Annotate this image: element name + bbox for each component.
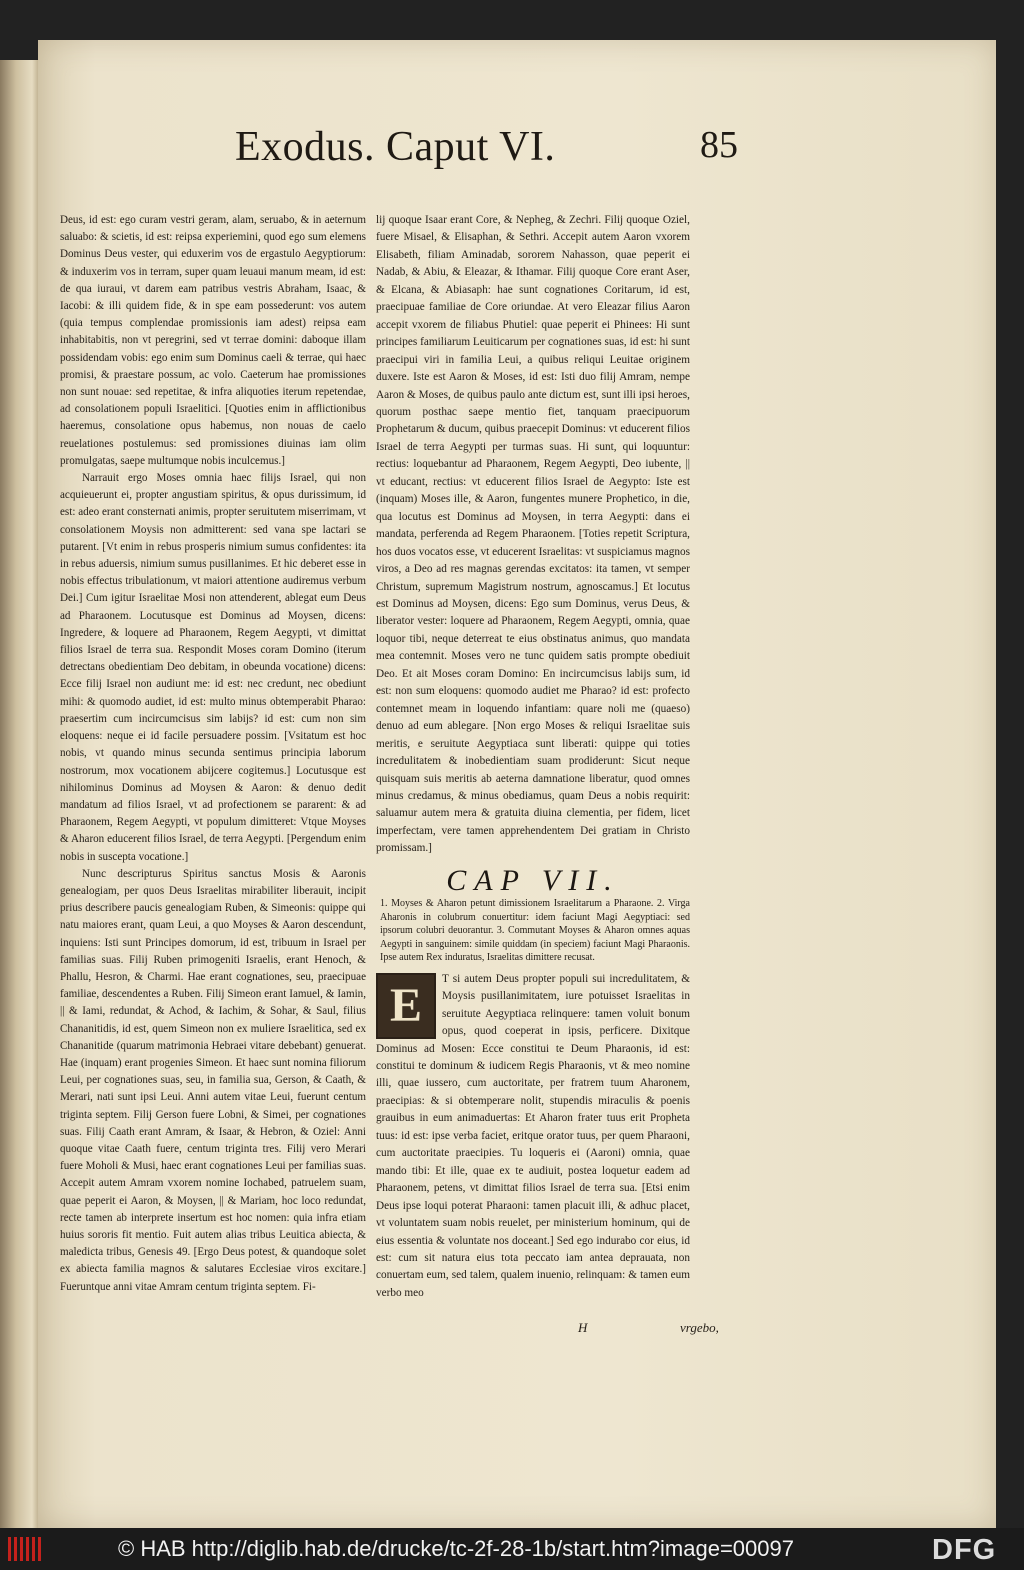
- page-header: [235, 123, 738, 183]
- left-text-column: [60, 212, 366, 1296]
- paragraph: lij quoque Isaar erant Core, & Nepheg, & Zechri. Filij quoque Oziel, fuere Misael, & Elisaphan, & Sethri. Accepit autem Aaron vxorem Elisabeth, filiam Aminadab, sororem Nahasson, quae peperit ei Nadab, & Abiu, & Eleazar, & Ithamar. Filij quoque Core erant Aser, & Elcana, & Abiasaph: hae sunt cognationes Coritarum, id est, praecipuae familiae de Core oriundae. At vero Eleazar filius Aaron accepit vxorem de filiabus Phutiel: quae peperit ei Phinees: Hi sunt principes familiarum Leuiticarum per cognationes suas, id est: hi sunt praecipui viri in familia Leui, a quibus reliqui Leuitae originem duxere. Iste est Aaron & Moses, id est: Isti duo filij Amram, nempe Aaron & Moses, de quibus paulo ante dictum est, sunt illi ipsi heroes, quorum posthac saepe mentio fiet, tanquam praecipuorum Prophetarum & ducum, quibus praecepit Dominus: vt educerent filios Israel de terra Aegypti per turmas suas. Hi sunt, qui loquuntur: rectius: loquebantur ad Pharaonem, Regem Aegypti, Deo iubente, || vt educant, rectius: vt educerent filios Israel de Aegypto: Iste est (inquam) Moses ille, & Aaron, fungentes munere Prophetico, in die, qua locutus est Dominus ad Moysen, in terra Aegypti: dans ei mandata, perferenda ad Regem Pharaonem. [Toties repetit Scriptura, hos duos vocatos esse, vt educerent Israelitas: vt suspiciamus magnos viros, a Deo ad res magnas gerendas excitatos: ita tamen, vt semper Christum, supremum Magistrum nostrum, agnoscamus.] Et locutus est Dominus ad Moysen, dicens: Ego sum Dominus, verus Deus, & liberator vester: loquere ad Pharaonem, Regem Aegypti, omnia, quae loquor tibi, neque deterreat te eius obstinatus animus, quo mandata mea contemnit. Moses vero ne tunc quidem satis prompte obediuit Deo. Et ait Moses coram Domino: En incircumcisus labijs sum, id est: non sum eloquens: quomodo audiet me Pharao? id est: profecto contemnet meam in loquendo infantiam: quare noli me (quaeso) denuo ad eum ablegare. [Non ergo Moses & reliqui Israelitae suis meritis, e seruitute Aegyptiaca sunt liberati: quippe qui toties incredulitatem & inobedientiam suam prodiderunt: Sicut neque quisquam suis meritis ab aeterna damnatione liberatur, quod omnes minus credamus, & minus obediamus, quam Deus a nobis requirit: saluamur autem mera & gratuita diuina clementia, per fidem, licet imperfectam, vere tamen apprehendentem Dei gratiam in Christo promissam.]: [376, 214, 690, 855]
- decorated-initial: E: [376, 973, 436, 1039]
- barcode-icon: [6, 1534, 46, 1564]
- copyright-url-text[interactable]: © HAB http://diglib.hab.de/drucke/tc-2f-28-1b/start.htm?image=00097: [118, 1536, 794, 1561]
- signature-mark: H: [578, 1320, 588, 1335]
- page-number: 85: [700, 124, 738, 166]
- viewer-footer: [0, 1528, 1024, 1570]
- book-page: [38, 40, 996, 1528]
- dfg-logo: DFG: [932, 1534, 997, 1566]
- chapter-heading: CAP VII.: [446, 863, 620, 897]
- catchword: vrgebo,: [680, 1320, 719, 1335]
- chapter-summary: 1. Moyses & Aharon petunt dimissionem Israelitarum a Pharaone. 2. Virga Aharonis in colubrum conuertitur: idem faciunt Magi Aegyptiaci: sed ipsorum colubri deuorantur. 3. Commutant Moyses & Aharon omnes aquas Aegypti in sanguinem: simile quiddam (in speciem) faciunt Magi Pharaonis. Ipse autem Rex induratus, Israelitas dimittere recusat.: [380, 898, 690, 964]
- paragraph: Narrauit ergo Moses omnia haec filijs Israel, qui non acquieuerunt ei, propter angustiam spiritus, & opus durissimum, id est: adeo erant consternati animis, propter seruitutem miserrimam, vt consolationem Moysis non admitterent: sed vana spe lactari se putarent. [Vt enim in rebus prosperis nimium sumus confidentes: ita in rebus aduersis, nimium sumus pusillanimes. Et hic deberet esse in nobis effectus tribulationum, vt maiori attentione audiremus verbum Dei.] Cum igitur Israelitae Mosi non attenderent, ablegat eum Deus ad Pharaonem. Locutusque est Dominus ad Moysen, dicens: Ingredere, & loquere ad Pharaonem, Regem Aegypti, vt dimittat filios Israel de terra sua. Respondit Moses coram Domino (iterum detrectans obedientiam Deo debitam, in obeunda vocatione) dicens: Ecce filij Israel non audiunt me: id est: nec credunt, nec obediunt mihi: & quomodo audiet, id est: multo minus obtemperabit Pharao: praesertim cum incircumcisus sim labijs? id est: cum non sim eloquens: neque ei id facile persuadere possim. [Vsitatum est hoc nobis, vt quando minus secunda sentimus principia laborum nostrorum, mox vocationem abijcere cogitemus.] Locutusque est nihilominus Dominus ad Moysen & Aaron: & denuo dedit mandatum ad filios Israel, vt ad profectionem se pararent: & ad Pharaonem, Regem Aegypti, vt populum dimitteret: Vtque Moyses & Aharon educerent filios Israel, de terra Aegypti. [Pergendum enim nobis in suscepta vocatione.]: [60, 472, 366, 863]
- chapter-opening-paragraph: [376, 971, 690, 1303]
- previous-page-edge: [0, 60, 40, 1528]
- paragraph: Nunc descripturus Spiritus sanctus Mosis & Aaronis genealogiam, per quos Deus Israelitas mirabiliter liberauit, incipit prius describere paucis genealogiam Ruben, & Simeonis: quippe qui natu maiores erant, quam Leui, a quo Moyses & Aaron descendunt, inquiens: Isti sunt Principes domorum, id est, tribuum in Israel per familias suas. Filij Ruben primogeniti Israelis, erant Henoch, & Phallu, Hesron, & Charmi. Hae erant cognationes, seu, praecipuae familiae, descendentes a Ruben. Filij Simeon erant Iamuel, & Iamin, || & Iami, redundat, & Achod, & Iachim, & Sohar, & Saul, filius Chananitidis, id est, quem Simeon non ex muliere Israelitica, sed ex Chananitide (quarum matrimonia Hebraei vitare debebant) genuerat. Hae (inquam) erant progenies Simeon. Et haec sunt nomina filiorum Leui, per cognationes suas, seu, in familia sua, Gerson, & Caath, & Merari, nati sunt ipsi Leui. Anni autem vitae Leui, fuerunt centum triginta septem. Filij Gerson fuere Lobni, & Simei, per cognationes suas. Filij Caath erant Amram, & Isaar, & Hebron, & Oziel: Anni quoque vitae Caath fuere, centum triginta tres. Filij vero Merari fuere Moholi & Musi, haec erant cognationes Leui per familias suas. Accepit autem Amram vxorem nomine Iochabed, patruelem suam, quae peperit ei Aaron, & Moysen, || & Mariam, hoc loco redundat, recte tamen ab interprete insertum est hoc nomen: quia infra etiam huius sororis fit mentio. Fuit autem alias tribus Leuitica abiecta, & maledicta tribus, Genesis 49. [Ergo Deus potest, & quandoque solet ex abiecta familia magnos & salutares Ecclesiae viros excitare.] Fueruntque anni vitae Amram centum triginta septem. Fi-: [60, 867, 366, 1293]
- paragraph: Deus, id est: ego curam vestri geram, alam, seruabo, & in aeternum saluabo: & scietis, id est: reipsa experiemini, quod ego sum elemens Dominus Deus vester, qui eduxerim vos de ergastulo Aegyptiorum: & induxerim vos in terram, super quam leuaui manum meam, id est: de qua iuraui, vt darem eam patribus vestris Abraham, Isaac, & Iacobi: & illi quidem fide, & in spe eam possederunt: vos autem (quia tempus complendae promissionis iam adest) reipsa eam inhabitabitis, non vt peregrini, sed vt terrae domini: daboque illam possidendam vobis: ego enim sum Dominus caeli & terrae, qui haec promisi, & praestare possum, ac volo. Caeterum hae promissiones non sunt nouae: sed repetitae, & infra aliquoties iterum repetendae, ad consolationem populi Israelitici. [Quoties enim in afflictionibus haeremus, consolatione opus habemus, non nouas de caelo reuelationes postulemus: sed promissiones diuinas iam olim promulgatas, saepe multumque nobis inculcemus.]: [60, 214, 366, 467]
- right-text-column: [376, 212, 690, 1302]
- running-title: Exodus. Caput VI.: [235, 124, 556, 170]
- chapter-text: T si autem Deus propter populi sui incredulitatem, & Moysis pusillanimitatem, iure potuisset Israelitas in seruitute Aegyptiaca relinquere: tamen voluit bonum opus, quod coeperat in ipsis, perficere. Dixitque Dominus ad Mosen: Ecce constitui te Deum Pharaonis, id est: constitui te dominum & iudicem Regis Pharaonis, vt & meo nomine illi, quae iussero, cum auctoritate, per fratrem tuum Aharonem, praecipias: & si obtemperare nolit, stupendis miraculis & poenis grauibus in eum animaduertas: Et Aharon frater tuus erit Propheta tuus: id est: ipse verba faciet, eritque orator tuus, per quem Pharaoni, cum auctoritate praecipies. Tu loqueris ei (Aaroni) omnia, quae mando tibi: Et ille, quae ex te audiuit, postea loquetur eadem ad Pharaonem, petens, vt dimittat filios Israel de terra sua. [Etsi enim Deus ipse loqui poterat Pharaoni: tamen placuit illi, & adhuc placet, vt voluntatem suam nobis reuelet, per ministerium hominum, qui de eius essentia & voluntate nos doceant.] Sed ego indurabo cor eius, id est: cum sit natura eius tota peccato iam antea deprauata, non conuertam eum, sed talem, qualem inuenio, relinquam: & tamen eum verbo meo: [376, 972, 690, 1299]
